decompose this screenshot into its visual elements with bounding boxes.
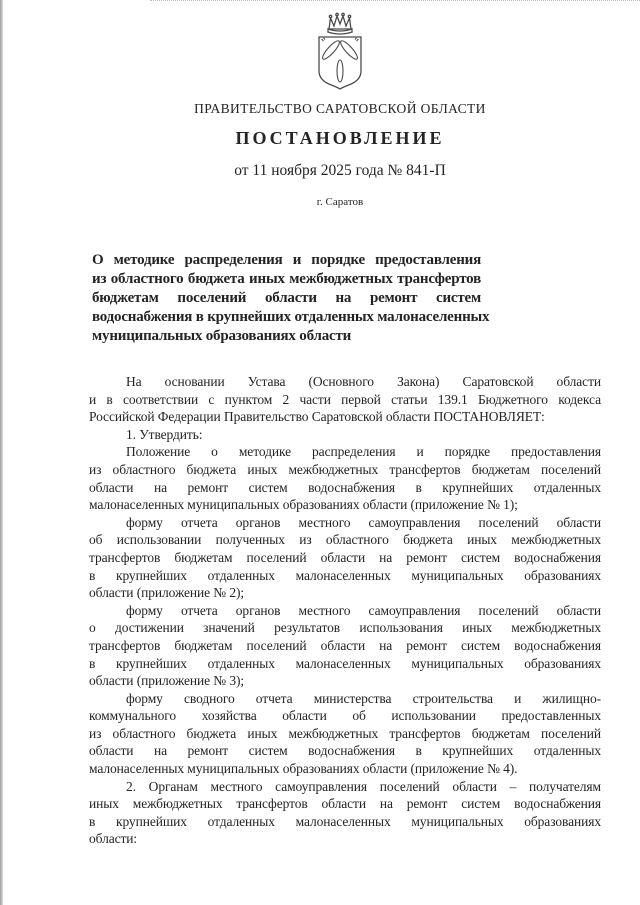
paragraph <box>89 426 601 444</box>
body-line: форму сводного отчета министерства строительства и жилищно- <box>126 690 601 706</box>
body-line: 2. Органам местного самоуправления поселений области – получателям <box>126 778 601 794</box>
body-line: в крупнейших отдаленных малонаселенных муниципальных образованиях <box>89 567 601 583</box>
body-line: форму отчета органов местного самоуправления поселений области <box>126 602 601 618</box>
paragraph <box>89 514 601 602</box>
body-line: в крупнейших отдаленных малонаселенных муниципальных образованиях <box>89 655 601 671</box>
paragraph <box>89 778 601 848</box>
scan-top-edge <box>150 0 640 1</box>
title-line: О методике распределения и порядке предоставления <box>92 252 481 268</box>
place-line: г. Саратов <box>316 196 364 208</box>
body-line: малонаселенных муниципальных образованиях области (приложение № 1); <box>89 497 518 513</box>
document-title <box>92 251 490 346</box>
body-line: об использовании полученных из областного бюджета иных межбюджетных <box>89 532 601 548</box>
organization-name: ПРАВИТЕЛЬСТВО САРАТОВСКОЙ ОБЛАСТИ <box>194 101 486 116</box>
title-line: бюджетам поселений области на ремонт систем <box>92 290 481 306</box>
paragraph <box>89 602 601 690</box>
body-line: области (приложение № 3); <box>89 673 245 689</box>
paragraph <box>89 373 601 426</box>
body-line: Российской Федерации Правительство Саратовской области ПОСТАНОВЛЯЕТ: <box>89 409 545 425</box>
document-type-heading: ПОСТАНОВЛЕНИЕ <box>235 128 445 148</box>
paragraph <box>89 690 601 778</box>
body-line: из областного бюджета иных межбюджетных трансфертов бюджетам поселений <box>89 725 601 741</box>
body-line: малонаселенных муниципальных образованиях области (приложение № 4). <box>89 761 518 777</box>
body-line: и в соответствии с пунктом 2 части первой статьи 139.1 Бюджетного кодекса <box>89 391 601 407</box>
body-line: На основании Устава (Основного Закона) Саратовской области <box>126 374 601 389</box>
body-line: о достижении значений результатов использования иных межбюджетных <box>89 620 601 636</box>
scan-left-edge <box>0 0 3 905</box>
title-line: муниципальных образованиях области <box>92 328 352 344</box>
body-line: трансфертов бюджетам поселений области на ремонт систем водоснабжения <box>89 549 601 565</box>
document-body <box>89 373 601 848</box>
body-line: из областного бюджета иных межбюджетных трансфертов бюджетам поселений <box>89 461 601 477</box>
paragraph <box>89 443 601 513</box>
body-line: 1. Утвердить: <box>126 426 203 442</box>
body-line: иных межбюджетных трансфертов области на ремонт систем водоснабжения <box>89 796 601 812</box>
body-line: в крупнейших отдаленных малонаселенных муниципальных образованиях <box>89 813 601 829</box>
title-line: из областного бюджета иных межбюджетных трансфертов <box>92 271 481 287</box>
body-line: Положение о методике распределения и порядке предоставления <box>126 444 601 460</box>
title-line: водоснабжения в крупнейших отдаленных малонаселенных <box>92 309 490 325</box>
body-line: коммунального хозяйства области об использовании предоставленных <box>89 708 601 724</box>
body-line: трансфертов бюджетам поселений области на ремонт систем водоснабжения <box>89 637 601 653</box>
body-line: области на ремонт систем водоснабжения в крупнейших отдаленных <box>89 479 601 495</box>
saratov-coat-of-arms-icon <box>316 11 364 95</box>
body-line: форму отчета органов местного самоуправления поселений области <box>126 514 601 530</box>
body-line: области на ремонт систем водоснабжения в крупнейших отдаленных <box>89 743 601 759</box>
date-and-number-line: от 11 ноября 2025 года № 841-П <box>234 162 446 179</box>
body-line: области: <box>89 831 138 847</box>
body-line: области (приложение № 2); <box>89 585 245 601</box>
